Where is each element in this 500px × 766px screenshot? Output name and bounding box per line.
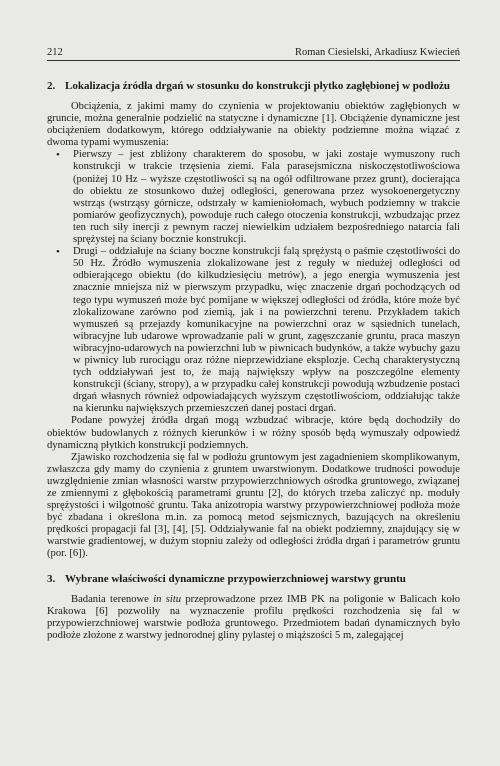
paragraph: Podane powyżej źródła drgań mogą wzbudzać wibracje, które będą dochodziły do obiektów budowlanych z różnych kierunków i w różny sposób będą wymuszały odpowiedź dynamiczną płytkich konstrukcji podziemnych. <box>47 415 460 451</box>
section-2-title: Lokalizacja źródła drgań w stosunku do konstrukcji płytko zagłębionej w podłożu <box>65 80 451 92</box>
paragraph-text: Badania terenowe <box>71 593 154 605</box>
italic-term: in situ <box>153 593 182 605</box>
paragraph <box>47 594 460 642</box>
list-item: • Drugi – oddziałuje na ściany boczne konstrukcji falą sprężystą o paśmie częstotliwości do 50 Hz. Źródło wymuszenia zlokalizowane jest z reguły w niedużej odległości od odbierającego obiektu (do kilkudziesięciu metrów), a jego energia wymuszenia jest znacznie mniejsza niż w pierwszym przypadku, więc znaczenie drgań pochodzących od tego typu wymuszeń może być pomijane w większej odległości od źródła, które może być zlokalizowane zarówno pod ziemią, jak i na powierzchni terenu. Przykładem takich wymuszeń są przejazdy komunikacyjne na powierzchni oraz w sąsiednich tunelach, wibracyjne lub udarowe wprowadzanie pali w grunt, zagęszczanie gruntu, praca maszyn wibracyjno-udarowych na powierzchni lub w piwnicach budynków, a także wybuchy gazu w piwnicy lub rurociągu oraz różne nieprzewidziane eksplozje. Cechą charakterystyczną tych oddziaływań jest to, że mają największy wpływ na poszczególne elementy konstrukcji (ściany, stropy), a w przypadku całej konstrukcji powodują wzbudzenie postaci drgań własnych również odpowiadających wyższym częstotliwościom, oddziałując także na kierunku największych przemieszczeń danej postaci drgań. <box>47 246 460 415</box>
page-content <box>47 70 460 642</box>
paragraph: Zjawisko rozchodzenia się fal w podłożu gruntowym jest zagadnieniem skomplikowanym, zwłaszcza gdy mamy do czynienia z gruntem uwarstwionym. Dodatkowe trudności powoduje uwzględnienie zmian własności warstw przypowierzchniowych ośrodka gruntowego, związanej ze zmiennymi z głębokością parametrami gruntu [2], do których trzeba zaliczyć np. moduły sprężystości i wilgotność gruntu. Taka anizotropia warstwy przypowierzchniowej podłoża może być zbadana i określona m.in. za pomocą metod sejsmicznych, bazujących na określeniu prędkości propagacji fal [3], [4], [5]. Oddziaływanie fal na obiekt podziemny, znajdujący się w warstwie gradientowej, w dużym stopniu zależy od odległości źródła drgań i parametrów gruntu (por. [6]). <box>47 451 460 560</box>
bullet-list <box>47 149 460 415</box>
section-2-heading <box>47 80 460 93</box>
running-head <box>47 46 460 61</box>
page-number: 212 <box>47 47 63 58</box>
running-head-authors: Roman Ciesielski, Arkadiusz Kwiecień <box>294 47 460 58</box>
paragraph: Obciążenia, z jakimi mamy do czynienia w projektowaniu obiektów zagłębionych w gruncie, można generalnie podzielić na statyczne i dynamiczne [1]. Obciążenie dynamiczne jest obciążeniem dodatkowym, którego oddziaływanie na obiekty podziemne można wiązać z dwoma typami wymuszenia: <box>47 101 460 149</box>
section-3-number: 3. <box>47 572 56 585</box>
paragraph-text: przeprowadzone przez IMB PK na poligonie w Balicach koło Krakowa [6] pozwoliły na wyznaczenie profilu prędkości rozchodzenia się fal w przypowierzchniowej warstwie podłoża gruntowego. Przedmiotem badań dynamicznych było podłoże złożone z warstwy jednorodnej gliny pylastej o miąższości 5 m, zalegającej <box>47 593 460 641</box>
section-2-number: 2. <box>47 80 56 92</box>
section-3-title: Wybrane właściwości dynamiczne przypowierzchniowej warstwy gruntu <box>65 572 406 585</box>
section-3-heading <box>47 573 460 586</box>
list-item: • Pierwszy – jest zbliżony charakterem do sposobu, w jaki zostaje wymuszony ruch konstrukcji w trakcie trzęsienia ziemi. Fala parasejsmiczna niskoczęstotliwościowa (poniżej 10 Hz – wyższe częstotliwości są na ogół odfiltrowane przez grunt), docierająca do obiektu ze stosunkowo dużej odległości, generowana przez wysokoenergetyczny wstrząs (wstrząsy górnicze, odstrzały w kamieniołomach, wybuch podziemny w trakcie pomiarów geofizycznych), powoduje ruch całego otoczenia konstrukcji, wzbudzając przez ten ruch siły inercji z pewnym raczej niewielkim udziałem bezpośredniego natarcia fali sprężystej na ściany bocznie konstrukcji. <box>47 149 460 246</box>
